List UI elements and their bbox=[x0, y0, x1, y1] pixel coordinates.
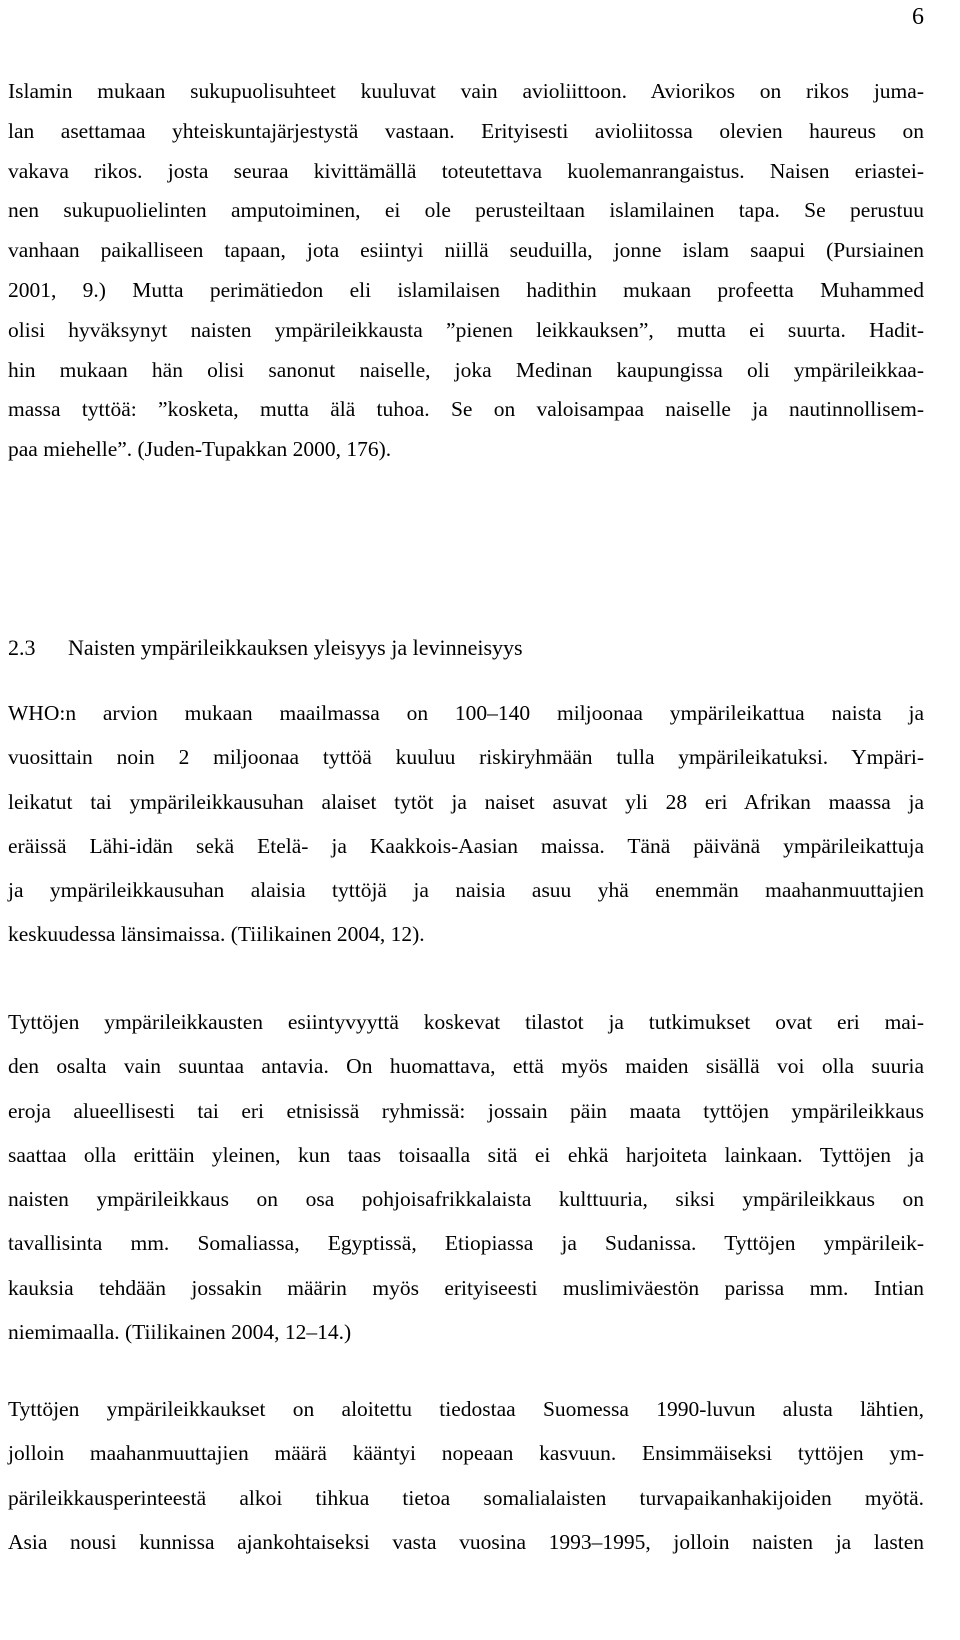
paragraph-line: ja ympärileikkausuhan alaisia tyttöjä ja naisia asuu yhä enemmän maahanmuuttajien bbox=[8, 878, 924, 903]
paragraph-line: kauksia tehdään jossakin määrin myös erityiseesti muslimiväestön parissa mm. Intian bbox=[8, 1275, 924, 1300]
paragraph-line: massa tyttöä: ”kosketa, mutta älä tuhoa. Se on valoisampaa naiselle ja nautinnollisem- bbox=[8, 397, 924, 422]
paragraph-line: Tyttöjen ympärileikkausten esiintyvyyttä koskevat tilastot ja tutkimukset ovat eri mai- bbox=[8, 1010, 924, 1034]
paragraph-line: Asia nousi kunnissa ajankohtaiseksi vasta vuosina 1993–1995, jolloin naisten ja lasten bbox=[8, 1529, 924, 1554]
paragraph-line: vuosittain noin 2 miljoonaa tyttöä kuuluu riskiryhmään tulla ympärileikatuksi. Ympäri- bbox=[8, 745, 924, 770]
paragraph-line: den osalta vain suuntaa antavia. On huomattava, että myös maiden sisällä voi olla suuria bbox=[8, 1054, 924, 1079]
section-title: Naisten ympärileikkauksen yleisyys ja levinneisyys bbox=[68, 635, 523, 660]
paragraph-line: keskuudessa länsimaissa. (Tiilikainen 2004, 12). bbox=[8, 922, 425, 947]
paragraph-line: Islamin mukaan sukupuolisuhteet kuuluvat vain avioliittoon. Aviorikos on rikos juma- bbox=[8, 79, 924, 103]
paragraph-line: vanhaan paikalliseen tapaan, jota esiintyi niillä seuduilla, jonne islam saapui (Pursiainen bbox=[8, 238, 924, 263]
paragraph-3 bbox=[8, 1000, 924, 1354]
paragraph-2 bbox=[8, 691, 924, 957]
paragraph-line: pärileikkausperinteestä alkoi tihkua tietoa somalialaisten turvapaikanhakijoiden myötä. bbox=[8, 1485, 924, 1510]
paragraph-line: jolloin maahanmuuttajien määrä kääntyi nopeaan kasvuun. Ensimmäiseksi tyttöjen ym- bbox=[8, 1441, 924, 1466]
section-number: 2.3 bbox=[8, 635, 36, 660]
paragraph-line: WHO:n arvion mukaan maailmassa on 100–140 miljoonaa ympärileikattua naista ja bbox=[8, 701, 924, 725]
paragraph-line: nen sukupuolielinten amputoiminen, ei ole perusteiltaan islamilainen tapa. Se perustuu bbox=[8, 198, 924, 223]
paragraph-1 bbox=[8, 72, 924, 470]
paragraph-line: tavallisinta mm. Somaliassa, Egyptissä, Etiopiassa ja Sudanissa. Tyttöjen ympärileik- bbox=[8, 1231, 924, 1256]
paragraph-line: eräissä Lähi-idän sekä Etelä- ja Kaakkois-Aasian maissa. Tänä päivänä ympärileikattuja bbox=[8, 833, 924, 858]
paragraph-line: naisten ympärileikkaus on osa pohjoisafrikkalaista kulttuuria, siksi ympärileikkaus on bbox=[8, 1187, 924, 1212]
section-heading bbox=[8, 633, 523, 663]
paragraph-line: niemimaalla. (Tiilikainen 2004, 12–14.) bbox=[8, 1320, 352, 1345]
paragraph-line: leikatut tai ympärileikkausuhan alaiset tytöt ja naiset asuvat yli 28 eri Afrikan maassa ja bbox=[8, 789, 924, 814]
paragraph-line: saattaa olla erittäin yleinen, kun taas toisaalla sitä ei ehkä harjoiteta lainkaan. Tyttöjen ja bbox=[8, 1142, 924, 1167]
paragraph-4 bbox=[8, 1387, 924, 1564]
paragraph-line: Tyttöjen ympärileikkaukset on aloitettu tiedostaa Suomessa 1990-luvun alusta lähtien, bbox=[8, 1397, 924, 1421]
paragraph-line: paa miehelle”. (Juden-Tupakkan 2000, 176). bbox=[8, 437, 392, 462]
paragraph-line: olisi hyväksynyt naisten ympärileikkausta ”pienen leikkauksen”, mutta ei suurta. Hadit- bbox=[8, 317, 924, 342]
paragraph-line: eroja alueellisesti tai eri etnisissä ryhmissä: jossain päin maata tyttöjen ympärileikkaus bbox=[8, 1098, 924, 1123]
page-number: 6 bbox=[912, 4, 924, 30]
paragraph-line: hin mukaan hän olisi sanonut naiselle, joka Medinan kaupungissa oli ympärileikkaa- bbox=[8, 357, 924, 382]
paragraph-line: vakava rikos. josta seuraa kivittämällä toteutettava kuolemanrangaistus. Naisen eriastei- bbox=[8, 158, 924, 183]
paragraph-line: 2001, 9.) Mutta perimätiedon eli islamilaisen hadithin mukaan profeetta Muhammed bbox=[8, 277, 924, 302]
paragraph-line: lan asettamaa yhteiskuntajärjestystä vastaan. Erityisesti avioliitossa olevien haureus on bbox=[8, 118, 924, 143]
